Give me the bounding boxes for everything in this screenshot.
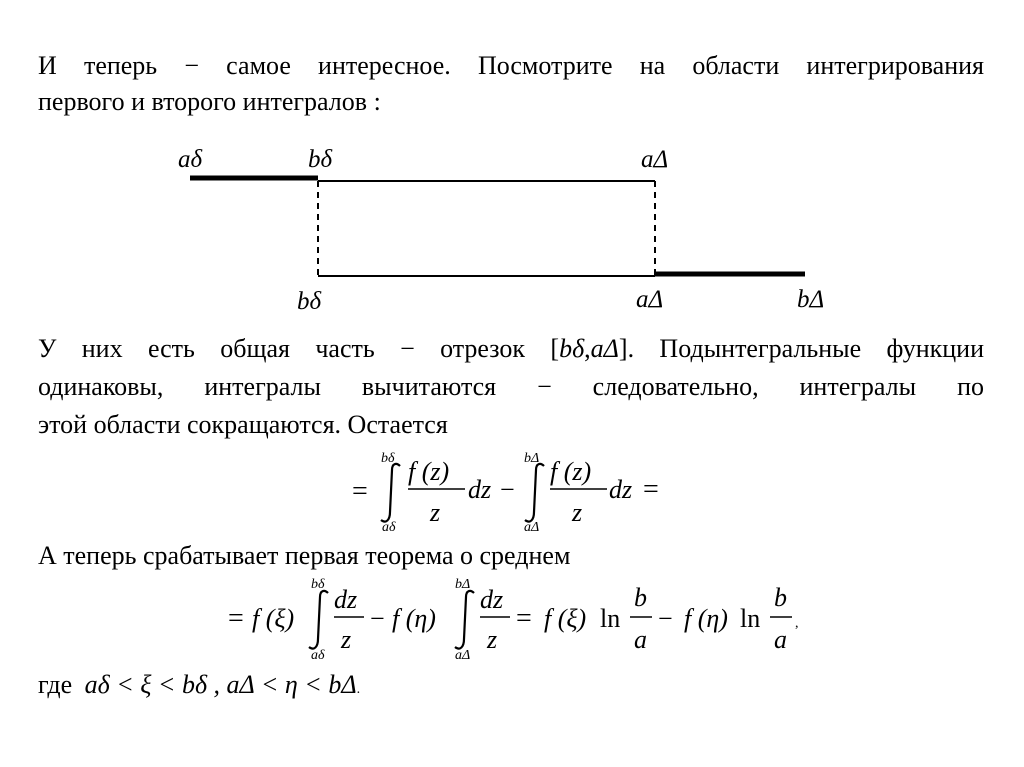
intro-line-2: первого и второго интегралов : [38, 87, 381, 116]
formula1-denominator-1: z [430, 498, 441, 527]
formula2-a-2: a [774, 625, 787, 654]
formula2-equals-2: = [516, 603, 532, 634]
theorem-line: А теперь срабатывает первая теорема о среднем [38, 541, 571, 570]
formula2-f-eta: f (η) [392, 604, 436, 633]
formula1-trailing-equals: = [643, 474, 659, 505]
formula1-numerator-2: f (z) [550, 457, 592, 486]
label-bottom-a-delta-capital: aΔ [636, 286, 664, 313]
formula2-dz-2: dz [480, 585, 504, 614]
interval-end: aΔ [590, 334, 619, 363]
formula2-z-1: z [341, 625, 352, 654]
formula2-b-1: b [634, 583, 647, 612]
formula1-int1-upper: bδ [381, 451, 395, 466]
formula1-numerator-1: f (z) [408, 457, 450, 486]
where-word: где [38, 670, 73, 699]
formula2-a-1: a [634, 625, 647, 654]
formula2-z-2: z [487, 625, 498, 654]
formula2-ln-1: ln [600, 604, 621, 633]
formula2-ln-2: ln [740, 604, 761, 633]
paragraph2-line-2: одинаковы, интегралы вычитаются − следовательно, интегралы по [38, 372, 984, 401]
formula1-dz-2: dz [609, 475, 633, 504]
formula1-int2-upper: bΔ [524, 451, 540, 466]
formula1-dz-1: dz [468, 475, 492, 504]
paragraph2-suffix: ]. Подынтегральные функции [618, 334, 985, 363]
interval-start: bδ [559, 334, 585, 363]
formula2-int1-lower: aδ [311, 648, 325, 663]
where-expression: aδ < ξ < bδ , aΔ < η < bΔ [84, 670, 357, 699]
formula2-f-xi: f (ξ) [252, 604, 295, 633]
formula2-trailing-comma: , [795, 616, 799, 631]
label-top-a-delta-capital: aΔ [641, 146, 669, 173]
integral-sign-4 [455, 591, 474, 649]
integral-sign-3 [309, 591, 328, 649]
paragraph2-line-3: этой области сокращаются. Остается [38, 410, 448, 439]
formula2-dz-1: dz [334, 585, 358, 614]
where-line [38, 670, 360, 700]
label-bottom-b-delta-small: bδ [297, 288, 322, 315]
formula1-equals: = [352, 476, 368, 507]
interval-separator: , [584, 334, 591, 363]
formula1-minus: − [500, 475, 515, 504]
formula1-int2-lower: aΔ [524, 520, 540, 535]
where-end: . [356, 682, 361, 697]
label-bottom-b-delta-capital: bΔ [797, 286, 825, 313]
formula2-int1-upper: bδ [311, 577, 325, 592]
formula2-f-eta-2: f (η) [684, 604, 728, 633]
formula2-b-2: b [774, 583, 787, 612]
formula2-int2-lower: aΔ [455, 648, 471, 663]
intro-line-1: И теперь − самое интересное. Посмотрите на области интегрирования [38, 51, 984, 80]
formula1-int1-lower: aδ [382, 520, 396, 535]
formula2-minus-1: − [370, 604, 385, 633]
paragraph2-prefix: У них есть общая часть − отрезок [ [38, 334, 560, 363]
label-top-a-delta-small: aδ [178, 146, 203, 173]
formula2-equals: = [228, 603, 244, 634]
formula2-minus-2: − [658, 604, 673, 633]
formula2-int2-upper: bΔ [455, 577, 471, 592]
formula2-f-xi-2: f (ξ) [544, 604, 587, 633]
formula1-denominator-2: z [572, 498, 583, 527]
label-top-b-delta-small: bδ [308, 146, 333, 173]
